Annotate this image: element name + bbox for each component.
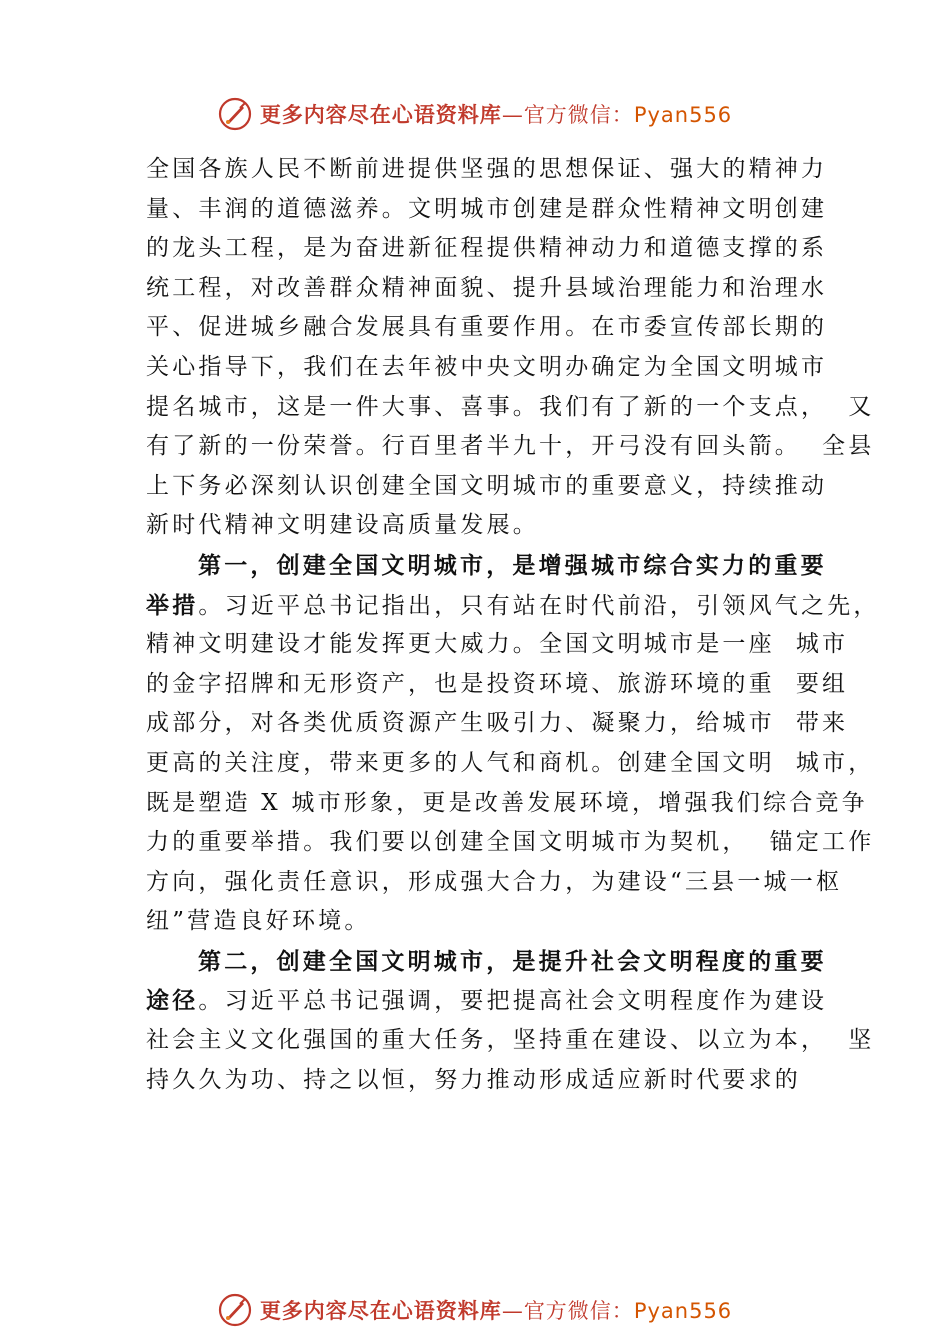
body-text: 上下务必深刻认识创建全国文明城市的重要意义，持续推动 — [146, 472, 828, 499]
quill-pen-logo-icon — [218, 1293, 252, 1327]
watermark-label: 官方微信： — [523, 1299, 634, 1323]
body-text: 社会主义文化强国的重大任务，坚持重在建设、以立为本， 坚 — [146, 1027, 875, 1054]
text-line — [146, 150, 846, 190]
section-heading-text: 第二，创建全国文明城市，是提升社会文明程度的重要 — [198, 947, 827, 975]
body-text: 成部分，对各类优质资源产生吸引力、凝聚力，给城市 带来 — [146, 710, 849, 737]
body-text: 全国各族人民不断前进提供坚强的思想保证、强大的精神力 — [146, 156, 828, 182]
text-line — [146, 229, 846, 269]
watermark-label: 官方微信： — [523, 103, 634, 127]
text-line — [146, 863, 846, 903]
body-text: 更高的关注度，带来更多的人气和商机。创建全国文明 城市， — [146, 749, 875, 776]
body-text: 提名城市，这是一件大事、喜事。我们有了新的一个支点， 又 — [146, 393, 875, 420]
body-text: 力的重要举措。我们要以创建全国文明城市为契机， 锚定工作 — [146, 829, 875, 856]
text-line — [146, 427, 875, 467]
text-line — [146, 546, 846, 586]
text-line — [146, 744, 875, 784]
body-text: 持久久为功、持之以恒，努力推动形成适应新时代要求的 — [146, 1066, 801, 1093]
watermark-separator: — — [501, 103, 524, 127]
body-text: 的金字招牌和无形资产，也是投资环境、旅游环境的重 要组 — [146, 670, 849, 697]
watermark-text — [260, 99, 732, 129]
body-text: 新时代精神文明建设高质量发展。 — [146, 512, 539, 539]
body-text: 方向，强化责任意识，形成强大合力，为建设“三县一城一枢 — [146, 868, 843, 895]
body-text: 关心指导下，我们在去年被中央文明办确定为全国文明城市 — [146, 353, 828, 380]
body-text: 有了新的一份荣誉。行百里者半九十，开弓没有回头箭。 全县 — [146, 433, 875, 460]
text-line — [146, 388, 875, 428]
text-line — [146, 665, 849, 705]
watermark-brand: 更多内容尽在心语资料库 — [259, 1299, 502, 1323]
section-heading-text: 举措 — [146, 591, 199, 619]
text-line — [146, 586, 880, 626]
watermark-brand: 更多内容尽在心语资料库 — [259, 103, 502, 127]
text-line — [146, 190, 846, 230]
document-body — [146, 150, 880, 1100]
text-line — [146, 506, 846, 546]
text-line — [146, 308, 846, 348]
body-text: 。习近平总书记指出，只有站在时代前沿，引领风气之先， — [198, 592, 880, 619]
text-line — [146, 269, 846, 309]
text-line — [146, 467, 846, 507]
text-line — [146, 784, 868, 824]
body-text: 平、促进城乡融合发展具有重要作用。在市委宣传部长期的 — [146, 314, 828, 341]
body-text: 。习近平总书记强调，要把提高社会文明程度作为建设 — [198, 988, 828, 1015]
footer-watermark — [0, 1290, 950, 1330]
watermark-wechat-id: Pyan556 — [633, 103, 733, 127]
body-text: 纽”营造良好环境。 — [146, 908, 371, 935]
watermark-separator: — — [501, 1299, 524, 1323]
watermark-text — [260, 1295, 732, 1325]
watermark-wechat-id: Pyan556 — [633, 1299, 733, 1323]
section-heading-text: 途径 — [146, 987, 199, 1015]
body-text: 量、丰润的道德滋养。文明城市创建是群众性精神文明创建 — [146, 195, 828, 222]
text-line — [146, 1061, 846, 1101]
body-text: 的龙头工程，是为奋进新征程提供精神动力和道德支撑的系 — [146, 235, 828, 262]
quill-pen-logo-icon — [218, 97, 252, 131]
body-text: 精神文明建设才能发挥更大威力。全国文明城市是一座 城市 — [146, 631, 849, 658]
body-text: 统工程，对改善群众精神面貌、提升县域治理能力和治理水 — [146, 274, 828, 301]
header-watermark — [0, 94, 950, 134]
section-heading-text: 第一，创建全国文明城市，是增强城市综合实力的重要 — [198, 551, 827, 579]
text-line — [146, 981, 846, 1021]
text-line — [146, 704, 849, 744]
body-text: 既是塑造 X 城市形象，更是改善发展环境，增强我们综合竞争 — [146, 789, 868, 816]
text-line — [146, 625, 849, 665]
text-line — [146, 348, 846, 388]
text-line — [146, 823, 875, 863]
text-line — [146, 902, 846, 942]
text-line — [146, 942, 846, 982]
text-line — [146, 1021, 875, 1061]
